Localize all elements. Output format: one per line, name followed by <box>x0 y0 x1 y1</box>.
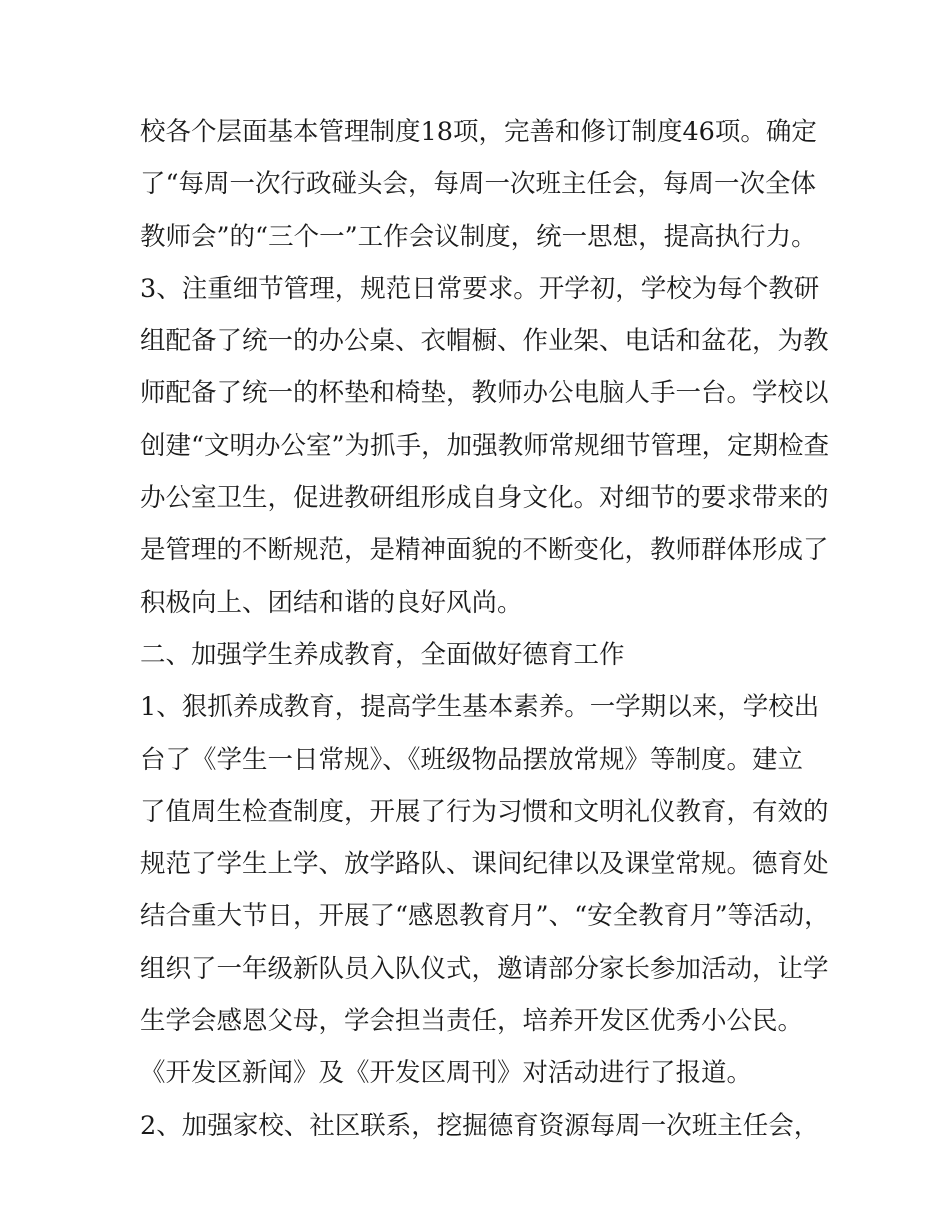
text-line: 台了《学生一日常规》、《班级物品摆放常规》等制度。建立 <box>140 744 804 775</box>
text-line: 办公室卫生，促进教研组形成自身文化。对细节的要求带来的 <box>140 483 829 514</box>
text-line: 《开发区新闻》及《开发区周刊》对活动进行了报道。 <box>140 1058 753 1089</box>
text-line: 了值周生检查制度，开展了行为习惯和文明礼仪教育，有效的 <box>140 796 829 827</box>
text-line: 校各个层面基本管理制度18项，完善和修订制度46项。确定 <box>140 117 817 147</box>
text-line: 教师会”的“三个一”工作会议制度，统一思想，提高执行力。 <box>140 221 817 252</box>
text-line: 3、注重细节管理，规范日常要求。开学初，学校为每个教研 <box>140 273 820 304</box>
text-line: 组织了一年级新队员入队仪式，邀请部分家长参加活动，让学 <box>140 953 829 984</box>
text-line: 结合重大节日，开展了“感恩教育月”、“安全教育月”等活动， <box>140 901 830 932</box>
text-line: 创建“文明办公室”为抓手，加强教师常规细节管理，定期检查 <box>140 430 830 461</box>
text-line: 了“每周一次行政碰头会，每周一次班主任会，每周一次全体 <box>140 169 817 200</box>
text-line: 积极向上、团结和谐的良好风尚。 <box>140 587 523 618</box>
document-body <box>140 106 830 1152</box>
text-line: 组配备了统一的办公桌、衣帽橱、作业架、电话和盆花，为教 <box>140 326 829 357</box>
text-line: 1、狠抓养成教育，提高学生基本素养。一学期以来，学校出 <box>140 692 820 723</box>
text-line: 生学会感恩父母，学会担当责任，培养开发区优秀小公民。 <box>140 1006 804 1037</box>
text-line: 2、加强家校、社区联系，挖掘德育资源每周一次班主任会， <box>140 1110 820 1141</box>
section-heading: 二、加强学生养成教育，全面做好德育工作 <box>140 639 625 670</box>
text-line: 师配备了统一的杯垫和椅垫，教师办公电脑人手一台。学校以 <box>140 378 829 409</box>
text-line: 规范了学生上学、放学路队、课间纪律以及课堂常规。德育处 <box>140 849 829 880</box>
text-line: 是管理的不断规范，是精神面貌的不断变化，教师群体形成了 <box>140 535 829 566</box>
